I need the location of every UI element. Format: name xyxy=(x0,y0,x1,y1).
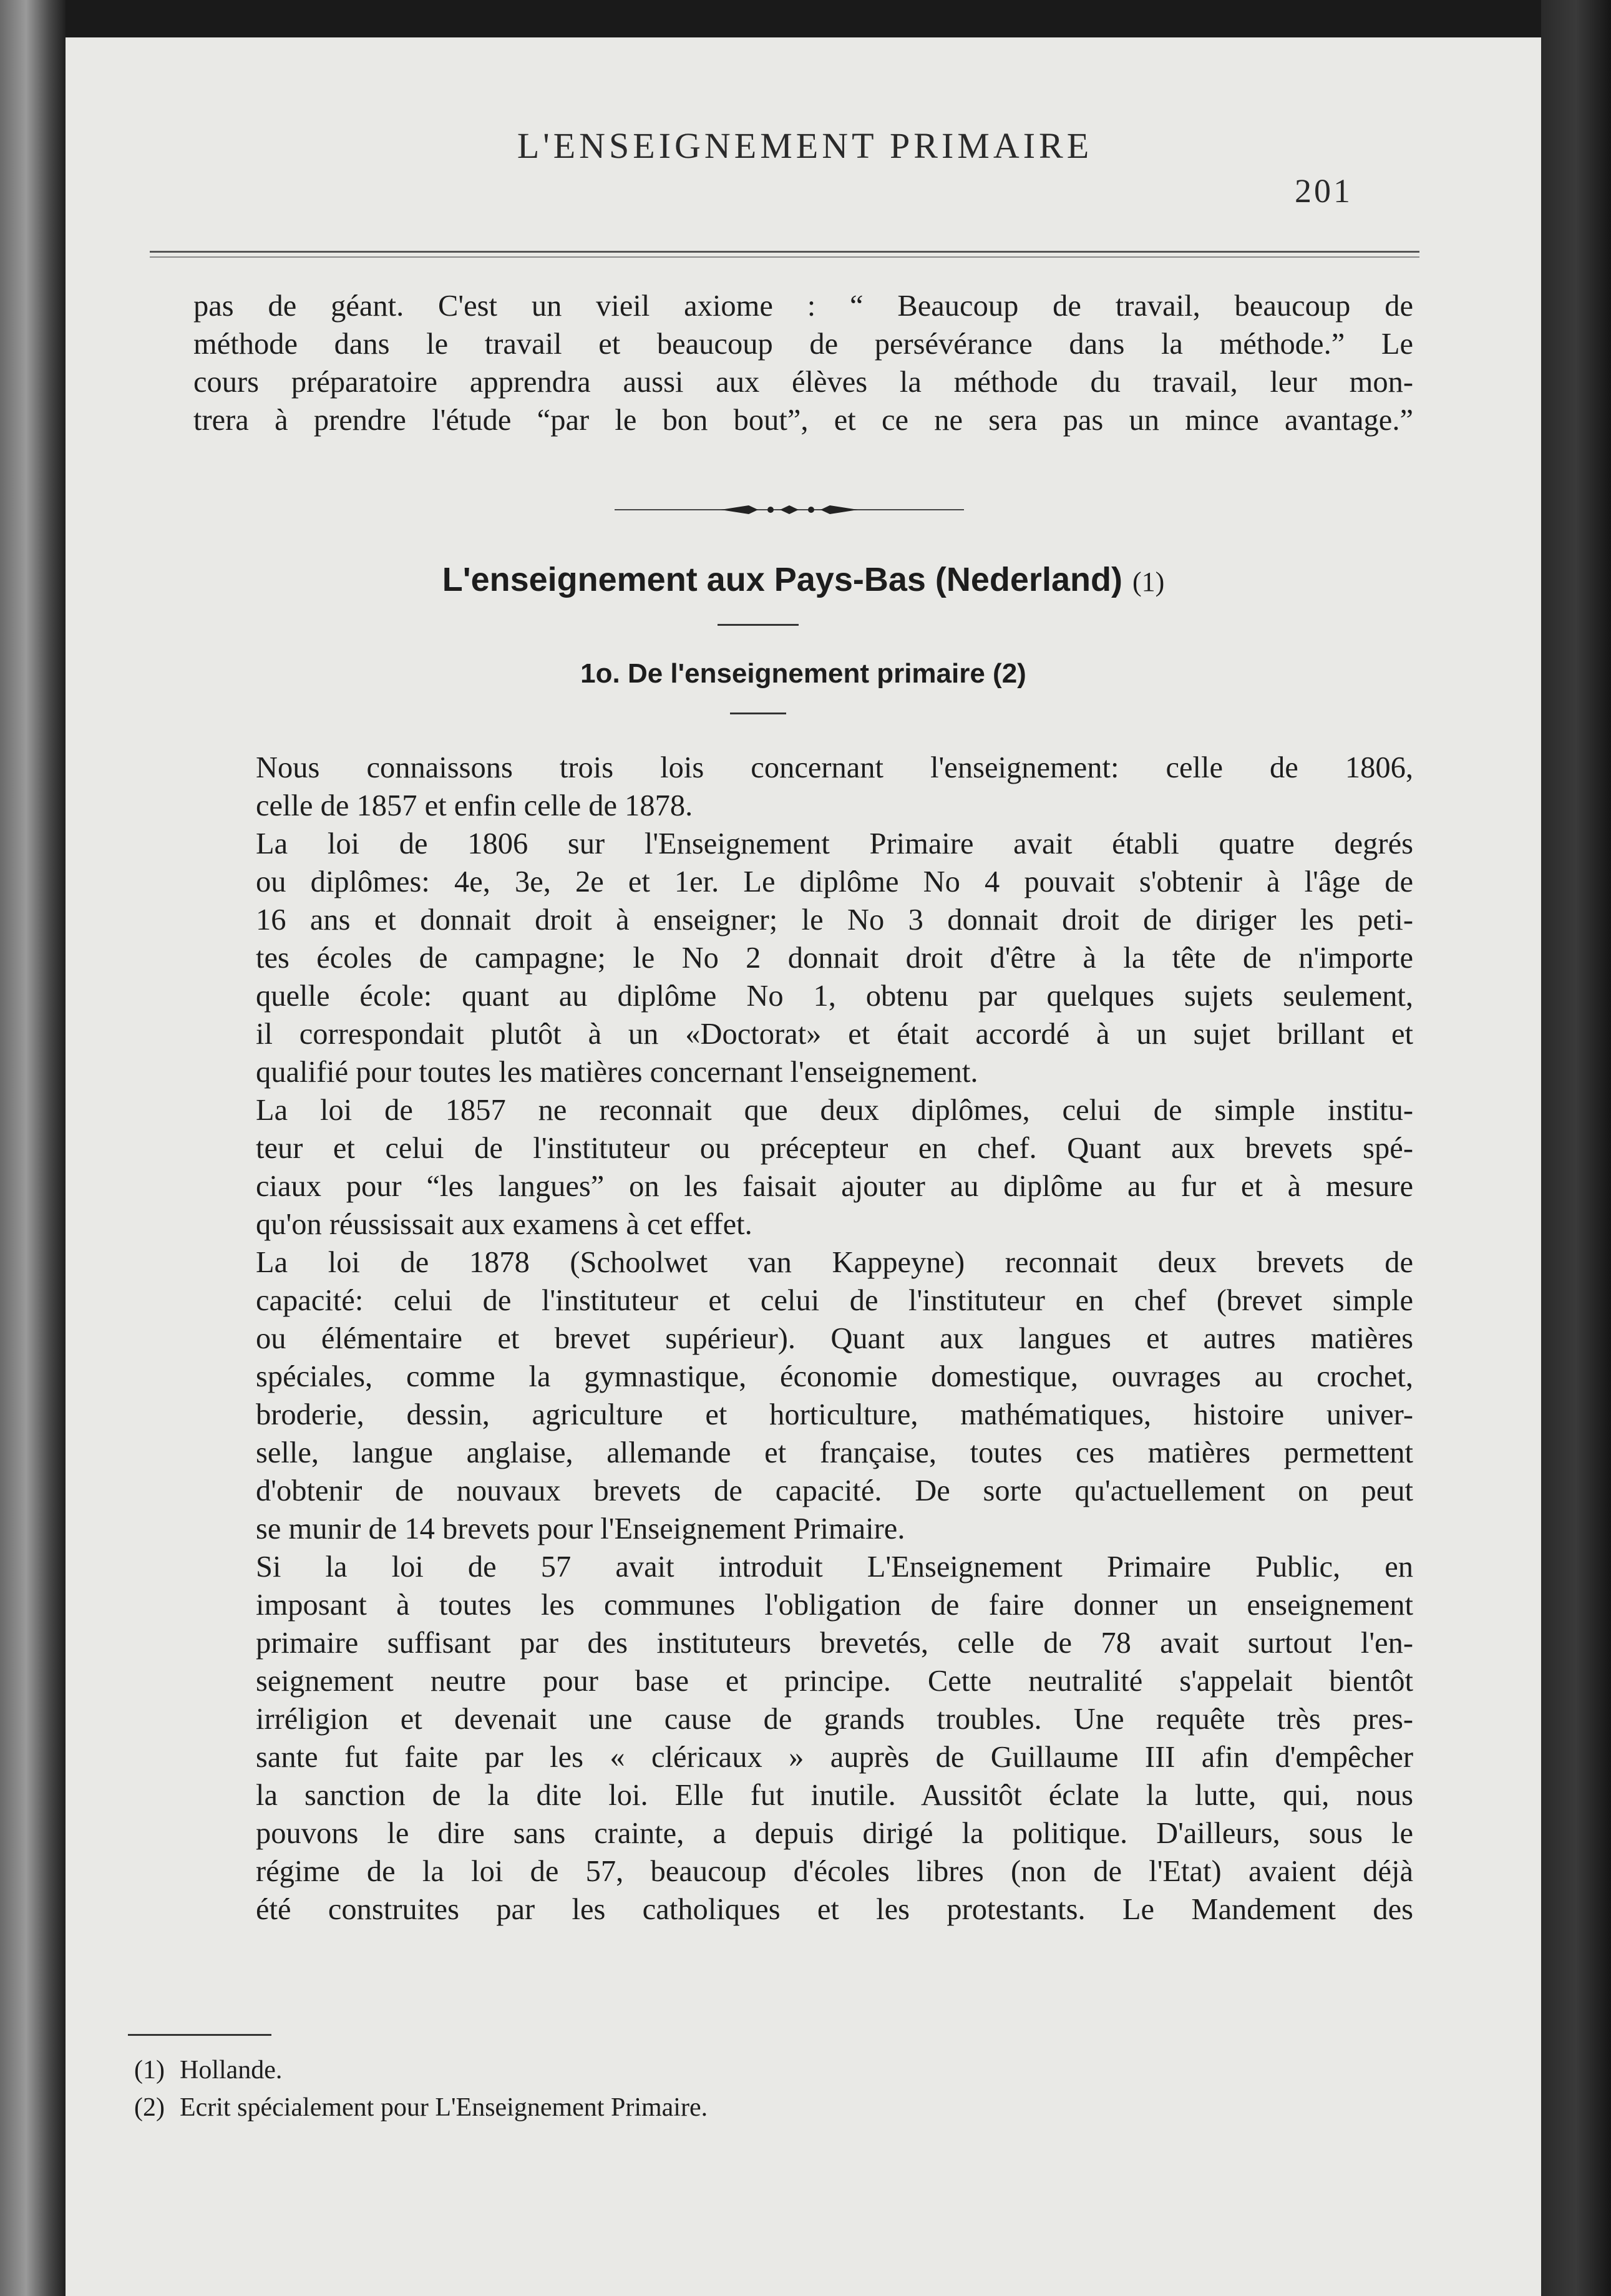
paragraph xyxy=(193,825,1413,1091)
title-rule xyxy=(718,624,799,626)
paragraph xyxy=(193,1243,1413,1548)
text-line: Nous connaissons trois lois concernant l'enseignement: celle de 1806, xyxy=(256,751,1413,784)
text-line: la sanction de la dite loi. Elle fut inutile. Aussitôt éclate la lutte, qui, nous xyxy=(256,1779,1413,1812)
text-line: imposant à toutes les communes l'obligation de faire donner un enseignement xyxy=(256,1588,1413,1622)
text-line: qu'on réussissait aux examens à cet effet. xyxy=(256,1208,752,1241)
text-line: celle de 1857 et enfin celle de 1878. xyxy=(256,789,693,822)
text-line: se munir de 14 brevets pour l'Enseignement Primaire. xyxy=(256,1512,905,1545)
article-subtitle: 1o. De l'enseignement primaire (2) xyxy=(580,658,1026,689)
text-line: spéciales, comme la gymnastique, économie domestique, ouvrages au crochet, xyxy=(256,1360,1413,1393)
footnote-mark: (2) xyxy=(134,2093,165,2122)
text-line: La loi de 1878 (Schoolwet van Kappeyne) reconnait deux brevets de xyxy=(256,1246,1413,1279)
text-line: 16 ans et donnait droit à enseigner; le No 3 donnait droit de diriger les peti- xyxy=(256,903,1413,936)
text-line: Si la loi de 57 avait introduit L'Enseignement Primaire Public, en xyxy=(256,1550,1413,1583)
text-line: été construites par les catholiques et les protestants. Le Mandement des xyxy=(256,1893,1413,1926)
text-line: trera à prendre l'étude “par le bon bout”, et ce ne sera pas un mince avantage.” xyxy=(193,404,1413,437)
text-line: pouvons le dire sans crainte, a depuis dirigé la politique. D'ailleurs, sous le xyxy=(256,1817,1413,1850)
text-line: sante fut faite par les « cléricaux » auprès de Guillaume III afin d'empêcher xyxy=(256,1741,1413,1774)
text-line: d'obtenir de nouvaux brevets de capacité. De sorte qu'actuellement on peut xyxy=(256,1474,1413,1507)
text-line: La loi de 1857 ne reconnait que deux diplômes, celui de simple institu- xyxy=(256,1094,1413,1127)
running-head: L'ENSEIGNEMENT PRIMAIRE xyxy=(517,125,1093,166)
paragraph xyxy=(193,1091,1413,1243)
page-number: 201 xyxy=(1295,172,1353,210)
footnote-mark: (1) xyxy=(134,2056,165,2084)
subtitle-rule xyxy=(730,713,786,714)
carry-over-paragraph xyxy=(193,287,1413,439)
text-line: capacité: celui de l'instituteur et celui de l'instituteur en chef (brevet simple xyxy=(256,1284,1413,1317)
article-title xyxy=(190,560,1416,599)
text-line: qualifié pour toutes les matières concernant l'enseignement. xyxy=(256,1056,978,1089)
book-gutter-left xyxy=(0,0,66,2296)
text-line: tes écoles de campagne; le No 2 donnait droit d'être à la tête de n'importe xyxy=(256,941,1413,975)
book-edge-right xyxy=(1541,0,1611,2296)
text-line: méthode dans le travail et beaucoup de persévérance dans la méthode.” Le xyxy=(193,328,1413,361)
text-line: La loi de 1806 sur l'Enseignement Primaire avait établi quatre degrés xyxy=(256,827,1413,860)
text-line: il correspondait plutôt à un «Doctorat» et était accordé à un sujet brillant et xyxy=(256,1018,1413,1051)
text-line: irréligion et devenait une cause de grands troubles. Une requête très pres- xyxy=(256,1703,1413,1736)
footnote-rule xyxy=(128,2034,271,2036)
text-line: ciaux pour “les langues” on les faisait ajouter au diplôme au fur et à mesure xyxy=(256,1170,1413,1203)
title-footnote-ref: (1) xyxy=(1132,567,1165,597)
text-line: ou élémentaire et brevet supérieur). Quant aux langues et autres matières xyxy=(256,1322,1413,1355)
footnote-text: Hollande. xyxy=(179,2056,283,2084)
text-line: régime de la loi de 57, beaucoup d'écoles libres (non de l'Etat) avaient déjà xyxy=(256,1855,1413,1888)
text-line: teur et celui de l'instituteur ou précepteur en chef. Quant aux brevets spé- xyxy=(256,1132,1413,1165)
article-body xyxy=(193,749,1413,1929)
book-page xyxy=(66,37,1541,2296)
footnote-text: Ecrit spécialement pour L'Enseignement Primaire. xyxy=(179,2093,708,2122)
article-title-text: L'enseignement aux Pays-Bas (Nederland) xyxy=(442,561,1122,598)
paragraph xyxy=(193,1548,1413,1929)
text-line: quelle école: quant au diplôme No 1, obtenu par quelques sujets seulement, xyxy=(256,980,1413,1013)
text-line: seignement neutre pour base et principe. Cette neutralité s'appelait bientôt xyxy=(256,1665,1413,1698)
text-line: ou diplômes: 4e, 3e, 2e et 1er. Le diplôme No 4 pouvait s'obtenir à l'âge de xyxy=(256,865,1413,898)
paragraph xyxy=(193,749,1413,825)
text-line: primaire suffisant par des instituteurs brevetés, celle de 78 avait surtout l'en- xyxy=(256,1627,1413,1660)
section-ornament xyxy=(615,500,964,519)
footnote xyxy=(134,2051,1070,2089)
text-line: cours préparatoire apprendra aussi aux élèves la méthode du travail, leur mon- xyxy=(193,366,1413,399)
text-line: broderie, dessin, agriculture et horticulture, mathématiques, histoire univer- xyxy=(256,1398,1413,1431)
header-rule xyxy=(150,251,1419,258)
text-line: pas de géant. C'est un vieil axiome : “ Beaucoup de travail, beaucoup de xyxy=(193,289,1413,323)
footnote xyxy=(134,2089,1070,2126)
text-line: selle, langue anglaise, allemande et française, toutes ces matières permettent xyxy=(256,1436,1413,1469)
footnotes xyxy=(134,2051,1070,2126)
